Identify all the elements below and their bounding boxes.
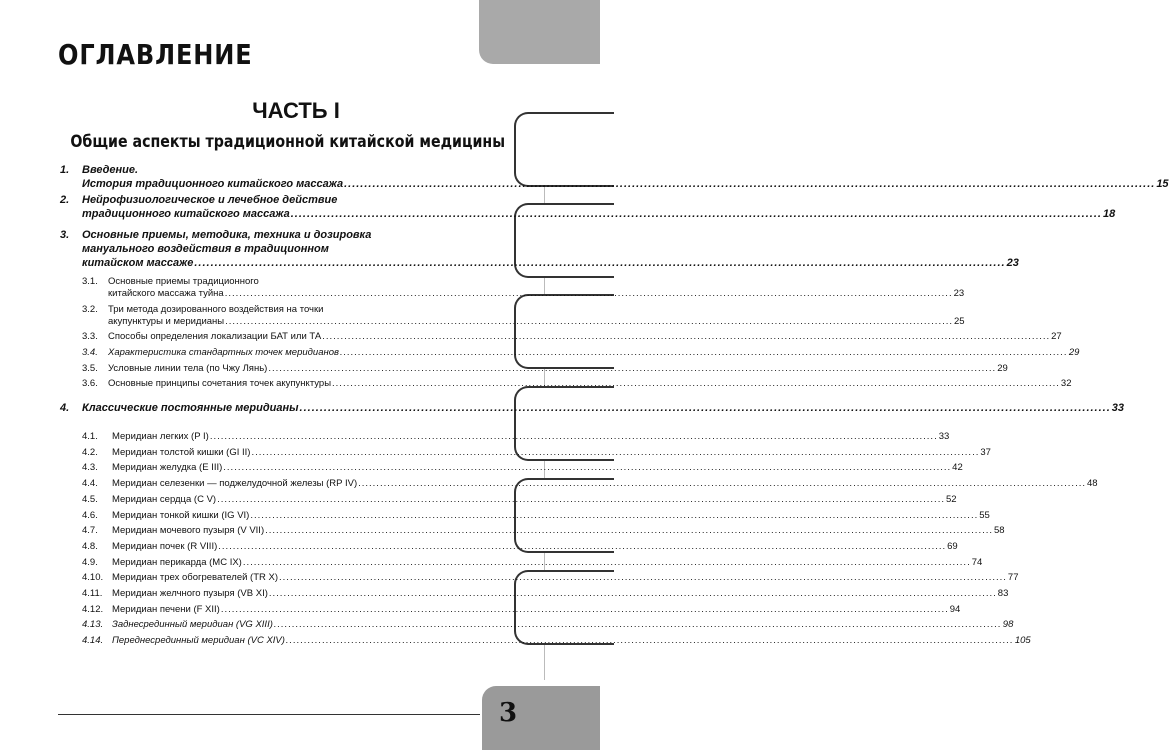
leader-dots: ........................................................................................................................................................................................................ (225, 315, 954, 327)
entry-page-number: 83 (997, 588, 1009, 599)
entry-number: 4.9. (82, 556, 98, 568)
entry-title: Переднесрединный меридиан (VC XIV) (112, 635, 285, 647)
leader-dots: ........................................................................................................................................................................................................ (290, 208, 1102, 220)
entry-title: китайском массаже (82, 257, 194, 269)
entry-number: 2. (60, 194, 70, 206)
entry-number: 4.8. (82, 540, 98, 552)
entry-page-number: 37 (980, 446, 991, 458)
leader-dots: ........................................................................................................................................................................................................ (299, 402, 1111, 414)
entry-number: 4.3. (82, 462, 98, 474)
entry-title: Меридиан мочевого пузыря (V VII) (112, 525, 265, 537)
entry-title: Классические постоянные меридианы (82, 402, 299, 414)
leader-dots: ........................................................................................................................................................................................................ (250, 509, 979, 521)
entry-number: 4.2. (82, 446, 98, 458)
leader-dots: ........................................................................................................................................................................................................ (268, 588, 997, 599)
entry-page-number: 23 (1006, 257, 1019, 269)
entry-title: Основные принципы сочетания точек акупунктуры (108, 378, 332, 389)
entry-title: Меридиан толстой кишки (GI II) (112, 446, 251, 458)
entry-page-number: 32 (1060, 378, 1072, 389)
leader-dots: ........................................................................................................................................................................................................ (279, 572, 1007, 584)
entry-number: 4.1. (82, 431, 98, 442)
entry-title: Меридиан тонкой кишки (IG VI) (112, 509, 250, 521)
entry-number: 4.6. (82, 509, 98, 521)
leader-dots: ........................................................................................................................................................................................................ (265, 525, 994, 537)
leader-dots: ........................................................................................................................................................................................................ (273, 619, 1002, 631)
entry-title: Условные линии тела (по Чжу Лянь) (108, 363, 268, 374)
entry-page-number: 52 (945, 493, 957, 505)
leader-dots: ........................................................................................................................................................................................................ (218, 540, 947, 552)
entry-title: Меридиан перикарда (MC IX) (112, 556, 242, 568)
entry-page-number: 25 (954, 315, 965, 327)
entry-title: традиционного китайского массажа (82, 208, 290, 220)
entry-page-number: 23 (953, 287, 965, 299)
entry-page-number: 58 (994, 525, 1005, 537)
entry-number: 4. (60, 402, 70, 414)
entry-number: 3.4. (82, 347, 98, 358)
leader-dots: ........................................................................................................................................................................................................ (332, 378, 1060, 389)
entry-number: 4.11. (82, 588, 103, 599)
entry-page-number: 33 (1111, 402, 1125, 414)
entry-page-number: 55 (979, 509, 990, 521)
entry-number: 3.2. (82, 304, 98, 315)
entry-title: Меридиан желчного пузыря (VB XI) (112, 588, 268, 599)
entry-number: 4.14. (82, 635, 104, 647)
entry-number: 4.4. (82, 478, 98, 490)
leader-dots: ........................................................................................................................................................................................................ (220, 603, 949, 615)
part-heading: ЧАСТЬ I (252, 98, 340, 123)
entry-title: китайского массажа туйна (108, 287, 224, 299)
entry-page-number: 18 (1102, 208, 1116, 220)
entry-title: Характеристика стандартных точек меридианов (108, 347, 339, 358)
page-number: 3 (498, 698, 518, 728)
entry-page-number: 29 (1068, 347, 1080, 358)
footer-rule (58, 714, 480, 715)
entry-number: 4.7. (82, 525, 98, 537)
entry-text-line: Введение. (82, 164, 139, 176)
entry-title: История традиционного китайского массажа (82, 178, 344, 190)
entry-page-number: 48 (1087, 478, 1098, 490)
entry-title: Меридиан почек (R VIII) (112, 540, 218, 552)
entry-page-number: 33 (938, 431, 950, 442)
entry-number: 3.3. (82, 331, 98, 342)
leader-dots: ........................................................................................................................................................................................................ (223, 462, 952, 474)
leader-dots: ........................................................................................................................................................................................................ (209, 431, 938, 442)
leader-dots: ........................................................................................................................................................................................................ (217, 493, 945, 505)
entry-number: 4.12. (82, 603, 104, 615)
page-title: ОГЛАВЛЕНИЕ (58, 38, 253, 71)
entry-page-number: 98 (1002, 619, 1014, 631)
entry-number: 3.6. (82, 378, 98, 389)
leader-dots: ........................................................................................................................................................................................................ (358, 478, 1086, 490)
entry-title: Способы определения локализации БАТ или ТА (108, 331, 322, 342)
entry-title: Меридиан легких (P I) (112, 431, 209, 442)
entry-text-line: Основные приемы, методика, техника и дозировка (82, 229, 372, 241)
entry-title: Меридиан трех обогревателей (TR X) (112, 572, 279, 584)
part-subtitle: Общие аспекты традиционной китайской медицины (70, 132, 506, 151)
entry-title: Меридиан желудка (E III) (112, 462, 223, 474)
entry-text-line: мануального воздействия в традиционном (82, 243, 329, 255)
entry-number: 4.13. (82, 619, 104, 631)
entry-text-line: Три метода дозированного воздействия на точки (108, 304, 324, 315)
leader-dots: ........................................................................................................................................................................................................ (224, 287, 953, 299)
leader-dots: ........................................................................................................................................................................................................ (251, 446, 980, 458)
entry-number: 3. (60, 229, 70, 241)
entry-text-line: Нейрофизиологическое и лечебное действие (82, 194, 338, 206)
entry-page-number: 105 (1014, 635, 1031, 647)
leader-dots: ........................................................................................................................................................................................................ (344, 178, 1156, 190)
entry-title: Заднесрединный меридиан (VG XIII) (112, 619, 273, 631)
entry-page-number: 94 (949, 603, 961, 615)
entry-number: 4.5. (82, 493, 98, 505)
entry-number: 1. (60, 164, 70, 176)
entry-number: 3.5. (82, 363, 98, 374)
entry-page-number: 15 (1156, 178, 1169, 190)
leader-dots: ........................................................................................................................................................................................................ (322, 331, 1051, 342)
entry-title: Меридиан селезенки — поджелудочной железы (RP IV) (112, 478, 358, 490)
entry-page-number: 77 (1007, 572, 1019, 584)
leader-dots: ........................................................................................................................................................................................................ (194, 257, 1006, 269)
entry-number: 3.1. (82, 276, 98, 287)
entry-number: 4.10. (82, 572, 104, 584)
entry-page-number: 29 (997, 363, 1008, 374)
leader-dots: ........................................................................................................................................................................................................ (242, 556, 971, 568)
leader-dots: ........................................................................................................................................................................................................ (268, 363, 997, 374)
entry-page-number: 27 (1051, 331, 1062, 342)
entry-title: Меридиан печени (F XII) (112, 603, 220, 615)
entry-title: Меридиан сердца (C V) (112, 493, 217, 505)
leader-dots: ........................................................................................................................................................................................................ (339, 347, 1068, 358)
entry-text-line: Основные приемы традиционного (108, 276, 259, 287)
leader-dots: ........................................................................................................................................................................................................ (285, 635, 1014, 647)
entry-page-number: 69 (947, 540, 958, 552)
entry-page-number: 42 (952, 462, 963, 474)
entry-page-number: 74 (971, 556, 983, 568)
entry-title: акупунктуры и меридианы (108, 315, 225, 327)
